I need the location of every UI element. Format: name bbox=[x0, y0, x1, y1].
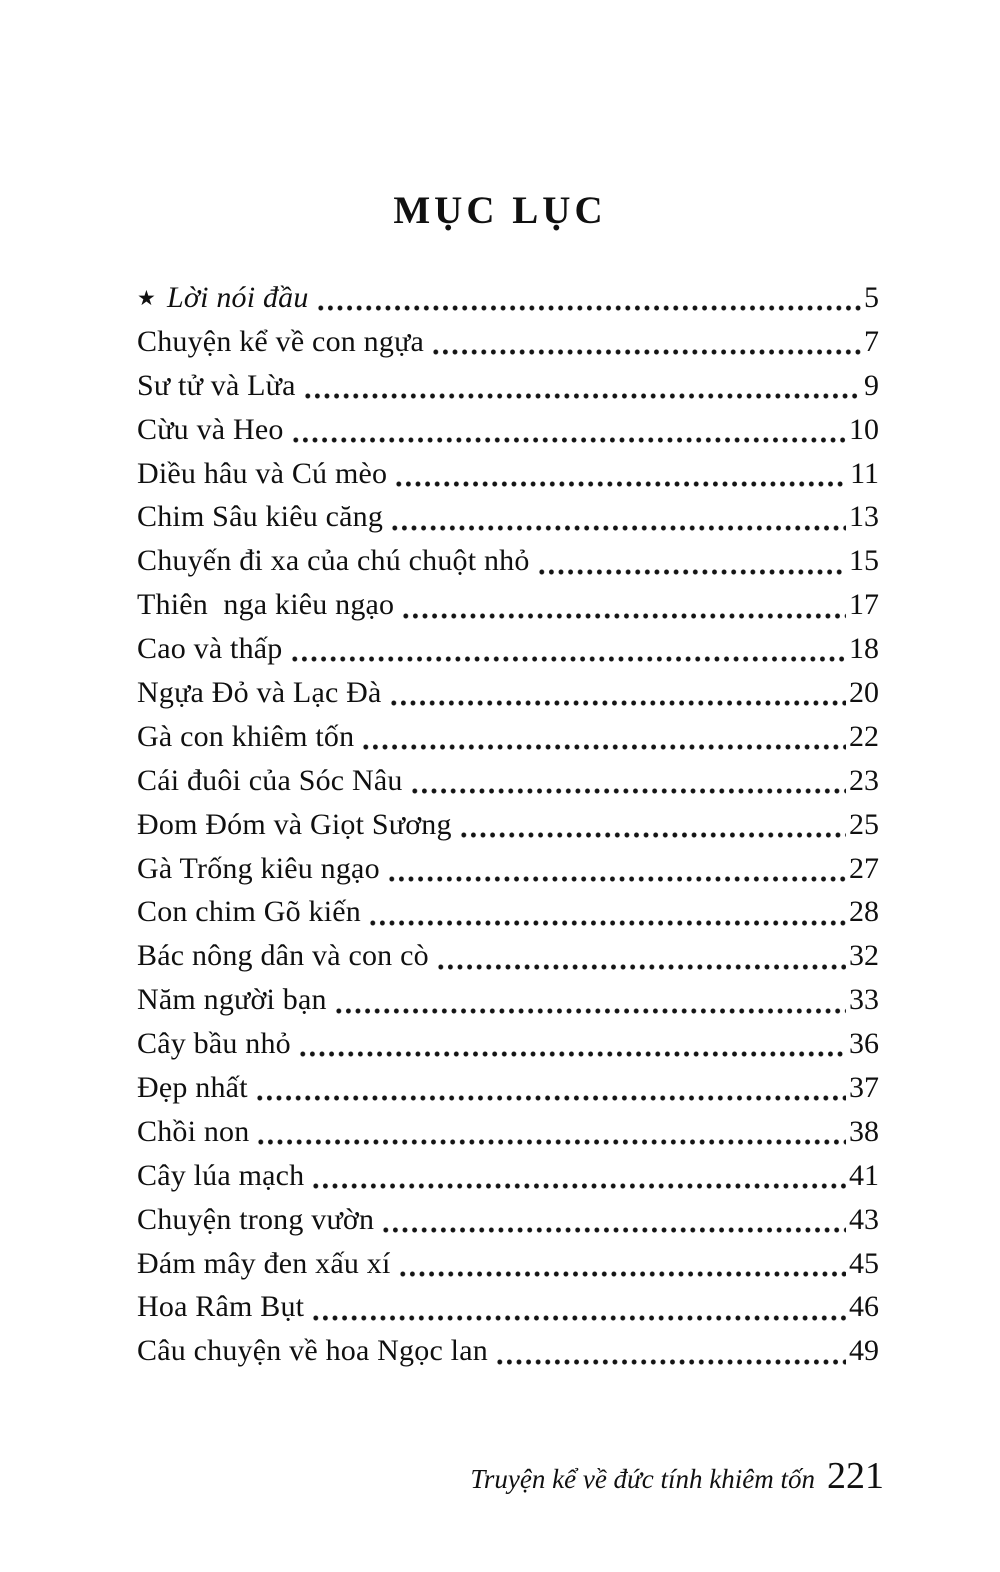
toc-entry bbox=[137, 324, 879, 368]
toc-entry bbox=[137, 894, 879, 938]
toc-entry bbox=[137, 456, 879, 500]
toc-entry-title: Đom Đóm và Giọt Sương bbox=[137, 807, 452, 841]
toc-entry-page-number: 25 bbox=[849, 807, 879, 841]
toc-entry-page-number: 27 bbox=[849, 851, 879, 885]
dot-leader bbox=[311, 1289, 846, 1333]
dot-leader bbox=[390, 499, 846, 543]
toc-entry bbox=[137, 412, 879, 456]
toc-entry-page-number: 37 bbox=[849, 1071, 879, 1105]
toc-entry bbox=[137, 1202, 879, 1246]
toc-entry-title: Cao và thấp bbox=[137, 632, 283, 666]
toc-entry bbox=[137, 368, 879, 412]
dot-leader bbox=[381, 1202, 846, 1246]
toc-entry bbox=[137, 851, 879, 895]
toc-entry bbox=[137, 1333, 879, 1377]
toc-entry bbox=[137, 280, 879, 324]
toc-entry-page-number: 38 bbox=[849, 1114, 879, 1148]
toc-entry-page-number: 13 bbox=[849, 500, 879, 534]
dot-leader bbox=[290, 631, 847, 675]
toc-entry-page-number: 11 bbox=[850, 456, 879, 490]
dot-leader bbox=[361, 719, 846, 763]
toc-entry-title: Ngựa Đỏ và Lạc Đà bbox=[137, 676, 382, 710]
toc-entry-title: Thiên nga kiêu ngạo bbox=[137, 588, 395, 622]
toc-entry-page-number: 17 bbox=[849, 588, 879, 622]
footer-page-number: 221 bbox=[827, 1455, 884, 1497]
page-footer bbox=[470, 1454, 884, 1498]
toc-entry bbox=[137, 631, 879, 675]
toc-entry-title: Đám mây đen xấu xí bbox=[137, 1246, 391, 1280]
dot-leader bbox=[436, 938, 846, 982]
toc-entry-page-number: 43 bbox=[849, 1202, 879, 1236]
dot-leader bbox=[368, 894, 846, 938]
toc-entry bbox=[137, 1289, 879, 1333]
dot-leader bbox=[459, 807, 846, 851]
toc-entry-title: Hoa Râm Bụt bbox=[137, 1290, 305, 1324]
toc-entry bbox=[137, 543, 879, 587]
toc-entry bbox=[137, 938, 879, 982]
toc-entry-title: Cái đuôi của Sóc Nâu bbox=[137, 763, 403, 797]
page-title: MỤC LỤC bbox=[393, 189, 607, 232]
toc-entry bbox=[137, 807, 879, 851]
toc-entry-title: Chuyến đi xa của chú chuột nhỏ bbox=[137, 544, 530, 578]
toc-entry bbox=[137, 1246, 879, 1290]
toc-entry-page-number: 32 bbox=[849, 939, 879, 973]
toc-entry-title: Sư tử và Lừa bbox=[137, 368, 296, 402]
dot-leader bbox=[431, 324, 861, 368]
dot-leader bbox=[394, 456, 847, 500]
dot-leader bbox=[495, 1333, 846, 1377]
toc-entry bbox=[137, 1114, 879, 1158]
toc-entry bbox=[137, 675, 879, 719]
toc-entry bbox=[137, 719, 879, 763]
toc-entry-title: Diều hâu và Cú mèo bbox=[137, 456, 388, 490]
toc-entry bbox=[137, 982, 879, 1026]
star-icon: ★ bbox=[137, 285, 156, 310]
toc-entry-page-number: 23 bbox=[849, 763, 879, 797]
toc-entry-page-number: 20 bbox=[849, 676, 879, 710]
dot-leader bbox=[298, 1026, 846, 1070]
dot-leader bbox=[401, 587, 846, 631]
toc-list bbox=[137, 280, 879, 1377]
toc-entry bbox=[137, 1070, 879, 1114]
toc-entry-page-number: 7 bbox=[864, 324, 879, 358]
toc-entry-title: Cừu và Heo bbox=[137, 412, 284, 446]
toc-entry-title: Câu chuyện về hoa Ngọc lan bbox=[137, 1334, 488, 1368]
dot-leader bbox=[410, 763, 846, 807]
dot-leader bbox=[398, 1246, 846, 1290]
toc-entry-title: Chim Sâu kiêu căng bbox=[137, 500, 384, 534]
toc-entry-page-number: 22 bbox=[849, 719, 879, 753]
toc-entry-page-number: 36 bbox=[849, 1027, 879, 1061]
toc-entry-title: Đẹp nhất bbox=[137, 1071, 248, 1105]
toc-entry-title: Gà Trống kiêu ngạo bbox=[137, 851, 380, 885]
toc-entry bbox=[137, 499, 879, 543]
toc-entry-page-number: 33 bbox=[849, 983, 879, 1017]
toc-entry bbox=[137, 763, 879, 807]
dot-leader bbox=[255, 1070, 846, 1114]
toc-entry-page-number: 18 bbox=[849, 632, 879, 666]
toc-entry-page-number: 5 bbox=[864, 281, 879, 314]
toc-entry bbox=[137, 1026, 879, 1070]
toc-entry-page-number: 49 bbox=[849, 1334, 879, 1368]
toc-entry-page-number: 46 bbox=[849, 1290, 879, 1324]
toc-entry-page-number: 9 bbox=[864, 368, 879, 402]
toc-entry-page-number: 10 bbox=[849, 412, 879, 446]
footer-book-title: Truyện kể về đức tính khiêm tốn bbox=[470, 1464, 815, 1494]
toc-entry-title: Chuyện kể về con ngựa bbox=[137, 324, 425, 358]
toc-entry-title: Lời nói đầu bbox=[167, 281, 309, 314]
dot-leader bbox=[334, 982, 846, 1026]
toc-entry-title: Chồi non bbox=[137, 1114, 250, 1148]
toc-entry-title: Cây lúa mạch bbox=[137, 1158, 305, 1192]
dot-leader bbox=[311, 1158, 846, 1202]
toc-entry-title: Năm người bạn bbox=[137, 983, 327, 1017]
dot-leader bbox=[537, 543, 846, 587]
dot-leader bbox=[387, 851, 846, 895]
dot-leader bbox=[291, 412, 846, 456]
dot-leader bbox=[256, 1114, 846, 1158]
toc-entry-title: Cây bầu nhỏ bbox=[137, 1027, 291, 1061]
toc-entry-title: Gà con khiêm tốn bbox=[137, 719, 355, 753]
dot-leader bbox=[316, 280, 861, 324]
toc-entry-title: Bác nông dân và con cò bbox=[137, 939, 429, 973]
dot-leader bbox=[389, 675, 846, 719]
toc-entry-page-number: 41 bbox=[849, 1158, 879, 1192]
toc-entry bbox=[137, 1158, 879, 1202]
toc-entry-page-number: 15 bbox=[849, 544, 879, 578]
toc-entry bbox=[137, 587, 879, 631]
toc-entry-page-number: 28 bbox=[849, 895, 879, 929]
toc-entry-page-number: 45 bbox=[849, 1246, 879, 1280]
toc-entry-title: Con chim Gõ kiến bbox=[137, 895, 362, 929]
dot-leader bbox=[303, 368, 861, 412]
toc-entry-title: Chuyện trong vườn bbox=[137, 1202, 375, 1236]
